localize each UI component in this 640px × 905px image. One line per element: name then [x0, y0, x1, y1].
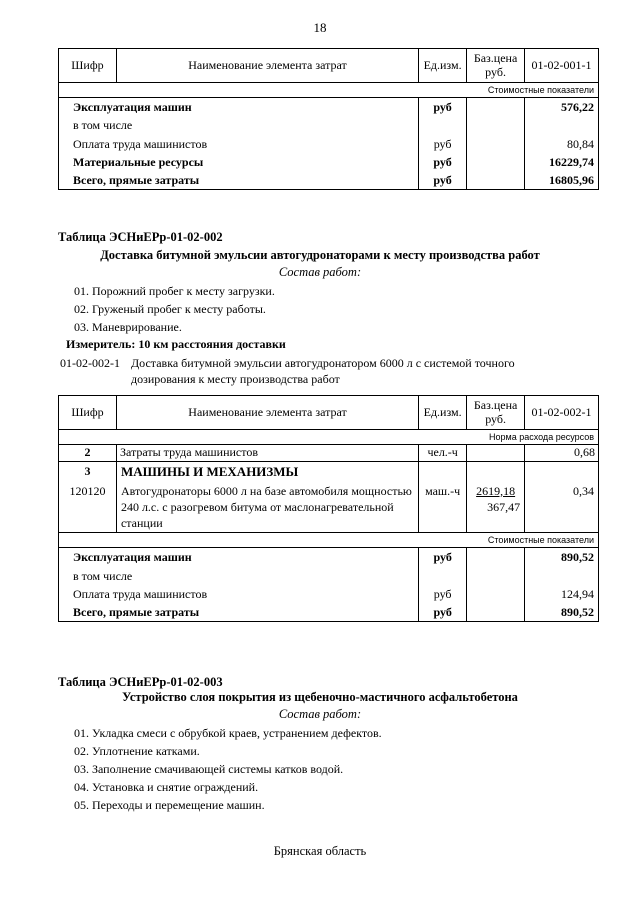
work-step: 03. Маневрирование.	[74, 320, 182, 334]
table2-subtitle: Доставка битумной эмульсии автогудронаторами к месту производства работ	[100, 248, 540, 262]
cost-indicators-label: Стоимостные показатели	[59, 83, 599, 98]
row-name: Оплата труда машинистов	[59, 585, 419, 603]
header-table-code: 01-02-002-1	[525, 396, 599, 430]
row-value: 890,52	[525, 548, 599, 567]
page-number: 18	[313, 20, 327, 35]
row-name: Всего, прямые затраты	[59, 603, 419, 622]
header-base-price: Баз.цена руб.	[467, 396, 525, 430]
row-unit: руб	[419, 603, 467, 622]
cost-indicators-label: Стоимостные показатели	[59, 533, 599, 548]
measure-unit: Измеритель: 10 км расстояния доставки	[66, 337, 286, 351]
machine-price-total: 2619,18	[476, 483, 516, 498]
work-step: 01. Укладка смеси с обрубкой краев, устранением дефектов.	[74, 726, 382, 740]
cost-table-2	[58, 395, 599, 622]
header-code: Шифр	[59, 396, 117, 430]
row-name: в том числе	[59, 116, 419, 134]
row-name: Всего, прямые затраты	[59, 171, 419, 190]
resource-norm-label: Норма расхода ресурсов	[59, 430, 599, 445]
row-unit: руб	[419, 585, 467, 603]
item-desc: Доставка битумной эмульсии автогудронатором 6000 л с системой точного дозирования к месту производства работ	[131, 356, 515, 386]
header-base-price: Баз.цена руб.	[467, 49, 525, 83]
row-name: в том числе	[59, 567, 419, 585]
item-description	[60, 355, 580, 389]
row-value: 890,52	[525, 603, 599, 622]
machine-price-labor: 367,47	[487, 499, 521, 514]
row-unit: руб	[419, 135, 467, 153]
labor-name: Затраты труда машинистов	[116, 445, 418, 462]
header-code: Шифр	[59, 49, 117, 83]
work-step: 02. Уплотнение катками.	[74, 744, 200, 758]
footer-region: Брянская область	[273, 844, 367, 858]
cost-table-1	[58, 48, 599, 190]
header-name: Наименование элемента затрат	[116, 396, 418, 430]
row-unit: руб	[419, 98, 467, 117]
machines-header: МАШИНЫ И МЕХАНИЗМЫ	[116, 462, 418, 482]
header-name: Наименование элемента затрат	[116, 49, 418, 83]
row-name: Эксплуатация машин	[59, 98, 419, 117]
row-value: 16229,74	[525, 153, 599, 171]
row-value: 576,22	[525, 98, 599, 117]
machine-price	[467, 482, 525, 533]
work-step: 04. Установка и снятие ограждений.	[74, 780, 259, 794]
row-unit: руб	[419, 171, 467, 190]
row-unit: руб	[419, 153, 467, 171]
row-name: Материальные ресурсы	[59, 153, 419, 171]
row-value: 124,94	[525, 585, 599, 603]
row-value: 16805,96	[525, 171, 599, 190]
work-step: 01. Порожний пробег к месту загрузки.	[74, 284, 275, 298]
work-step: 02. Груженый пробег к месту работы.	[74, 302, 266, 316]
machines-num: 3	[59, 462, 117, 482]
labor-num: 2	[59, 445, 117, 462]
row-unit: руб	[419, 548, 467, 567]
machine-value: 0,34	[525, 482, 599, 533]
table3-title: Таблица ЭСНиЕРр-01-02-003	[58, 675, 223, 689]
row-value: 80,84	[525, 135, 599, 153]
table2-composition: Состав работ:	[278, 265, 362, 279]
work-step: 05. Переходы и перемещение машин.	[74, 798, 265, 812]
labor-unit: чел.-ч	[419, 445, 467, 462]
machine-code: 120120	[59, 482, 117, 533]
header-table-code: 01-02-001-1	[525, 49, 599, 83]
labor-value: 0,68	[525, 445, 599, 462]
work-step: 03. Заполнение смачивающей системы катков водой.	[74, 762, 344, 776]
header-unit: Ед.изм.	[419, 396, 467, 430]
machine-unit: маш.-ч	[419, 482, 467, 533]
row-name: Оплата труда машинистов	[59, 135, 419, 153]
row-name: Эксплуатация машин	[59, 548, 419, 567]
table2-title: Таблица ЭСНиЕРр-01-02-002	[58, 230, 223, 244]
header-unit: Ед.изм.	[419, 49, 467, 83]
table3-composition: Состав работ:	[278, 707, 362, 721]
table3-subtitle: Устройство слоя покрытия из щебеночно-мастичного асфальтобетона	[122, 690, 518, 704]
machine-name: Автогудронаторы 6000 л на базе автомобиля мощностью 240 л.с. с разогревом битума от маслонагревательной станции	[116, 482, 418, 533]
item-code: 01-02-002-1	[60, 356, 120, 370]
